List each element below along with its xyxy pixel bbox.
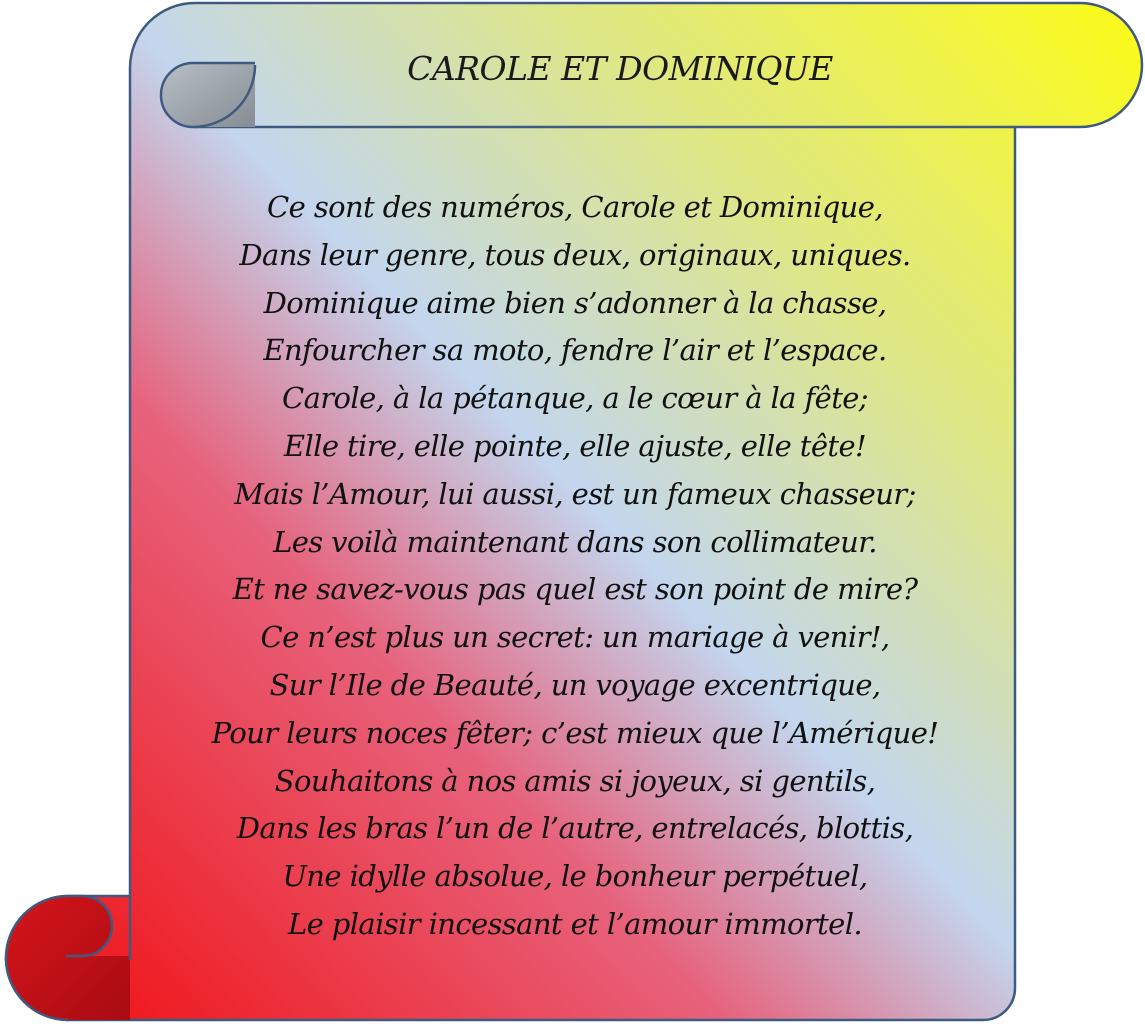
poem-body xyxy=(135,184,1015,949)
poem-line: Dominique aime bien s’adonner à la chasse, xyxy=(263,285,887,320)
poem-line: Dans leur genre, tous deux, originaux, uniques. xyxy=(239,237,911,272)
poem-line: Ce n’est plus un secret: un mariage à venir!, xyxy=(260,620,890,655)
poem-line: Souhaitons à nos amis si joyeux, si gentils, xyxy=(274,763,876,798)
top-left-curl xyxy=(161,63,255,127)
poem-line: Et ne savez-vous pas quel est son point de mire? xyxy=(232,572,918,607)
poem-line: Enfourcher sa moto, fendre l’air et l’espace. xyxy=(263,333,887,368)
poem-line: Sur l’Ile de Beauté, un voyage excentrique, xyxy=(269,667,881,702)
poem-line: Dans les bras l’un de l’autre, entrelacés, blottis, xyxy=(236,811,914,846)
poem-title: CAROLE ET DOMINIQUE xyxy=(407,49,833,88)
poem-line: Elle tire, elle pointe, elle ajuste, elle tête! xyxy=(283,428,867,463)
poem-line: Carole, à la pétanque, a le cœur à la fête; xyxy=(282,381,868,416)
poem-line: Les voilà maintenant dans son collimateur. xyxy=(273,524,877,559)
poem-line: Mais l’Amour, lui aussi, est un fameux chasseur; xyxy=(234,476,916,511)
poem-line: Pour leurs noces fêter; c’est mieux que l’Amérique! xyxy=(211,715,939,750)
poem-line: Le plaisir incessant et l’amour immortel. xyxy=(287,906,863,941)
poem-line: Une idylle absolue, le bonheur perpétuel, xyxy=(282,859,868,894)
poem-line: Ce sont des numéros, Carole et Dominique, xyxy=(267,190,883,224)
